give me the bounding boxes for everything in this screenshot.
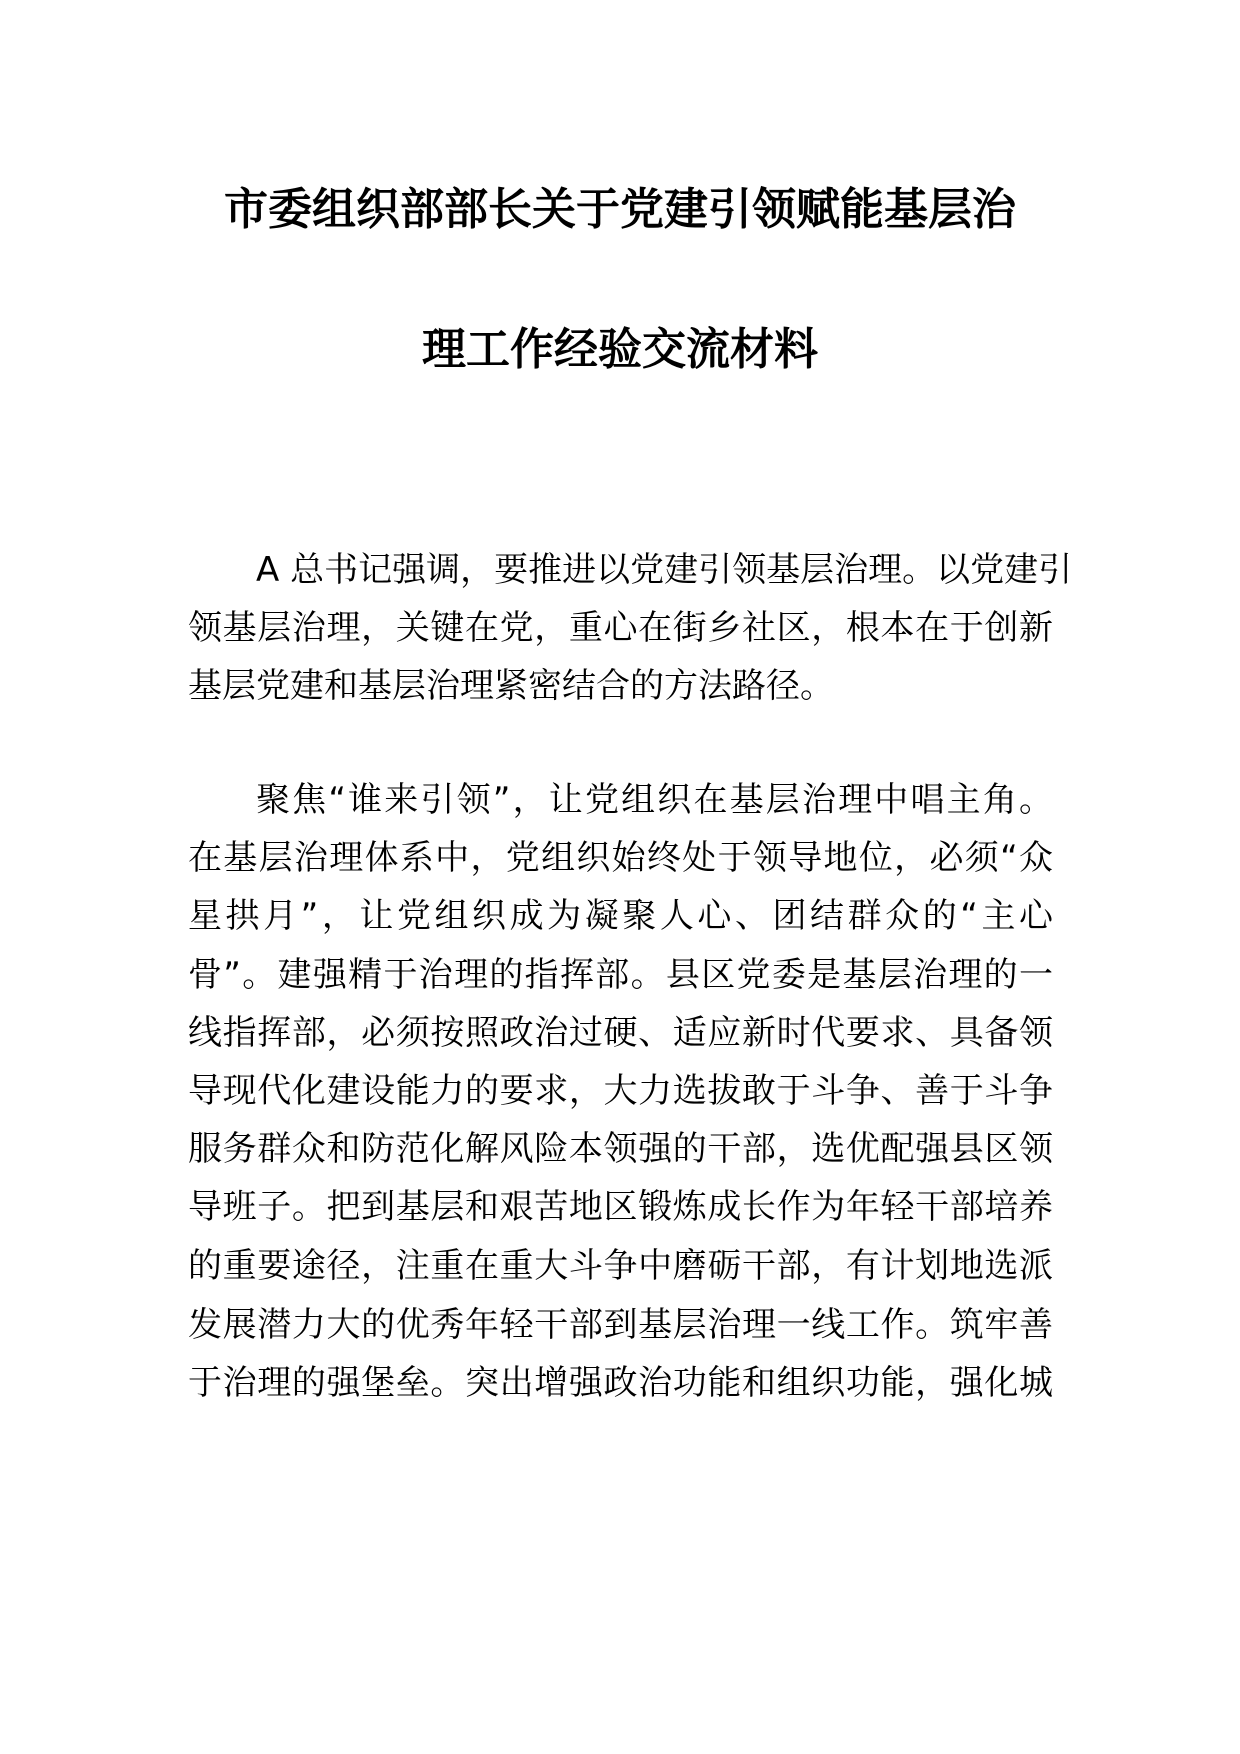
paragraph-line: 于治理的强堡垒。突出增强政治功能和组织功能，强化城 — [188, 1363, 1053, 1403]
paragraph-line: 发展潜力大的优秀年轻干部到基层治理一线工作。筑牢善 — [188, 1305, 1053, 1345]
paragraph-line: 导班子。把到基层和艰苦地区锻炼成长作为年轻干部培养 — [188, 1187, 1053, 1227]
paragraph-line: 领基层治理，关键在党，重心在街乡社区，根本在于创新 — [188, 608, 1053, 648]
paragraph-line: 聚焦“谁来引领”，让党组织在基层治理中唱主角。 — [256, 780, 1053, 820]
paragraph-line: 线指挥部，必须按照政治过硬、适应新时代要求、具备领 — [188, 1013, 1053, 1053]
paragraph-line: 导现代化建设能力的要求，大力选拔敢于斗争、善于斗争 — [188, 1071, 1053, 1111]
document-title-line-2: 理工作经验交流材料 — [422, 324, 818, 375]
document-title-line-1: 市委组织部部长关于党建引领赋能基层治 — [224, 184, 1016, 235]
paragraph-line: 在基层治理体系中，党组织始终处于领导地位，必须“众 — [188, 838, 1053, 878]
paragraph-line: 星拱月”，让党组织成为凝聚人心、团结群众的“主心 — [188, 896, 1053, 936]
paragraph-line: 骨”。建强精于治理的指挥部。县区党委是基层治理的一 — [188, 955, 1053, 995]
paragraph-line: 的重要途径，注重在重大斗争中磨砺干部，有计划地选派 — [188, 1246, 1053, 1286]
paragraph-line: 服务群众和防范化解风险本领强的干部，选优配强县区领 — [188, 1129, 1053, 1169]
paragraph-line: A 总书记强调，要推进以党建引领基层治理。以党建引 — [256, 550, 1073, 590]
paragraph-line: 基层党建和基层治理紧密结合的方法路径。 — [188, 666, 834, 706]
